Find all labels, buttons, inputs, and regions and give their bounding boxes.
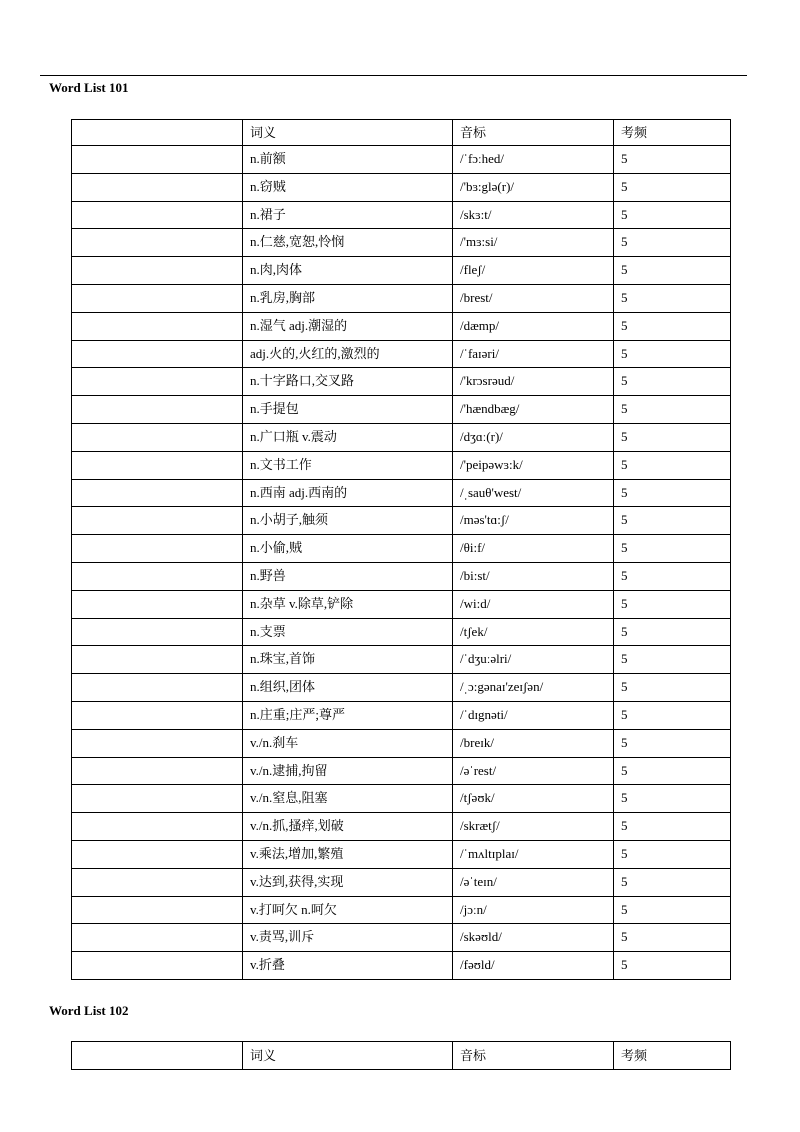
row-index-cell bbox=[72, 423, 243, 451]
row-index-cell bbox=[72, 924, 243, 952]
meaning-cell: v./n.逮捕,拘留 bbox=[243, 757, 453, 785]
header-col-empty bbox=[72, 1042, 243, 1070]
table-row bbox=[72, 785, 731, 813]
row-index-cell bbox=[72, 312, 243, 340]
frequency-cell: 5 bbox=[614, 729, 731, 757]
meaning-cell: n.手提包 bbox=[243, 396, 453, 424]
row-index-cell bbox=[72, 229, 243, 257]
frequency-cell: 5 bbox=[614, 368, 731, 396]
meaning-cell: n.肉,肉体 bbox=[243, 257, 453, 285]
phonetic-cell: /ˌsauθ'west/ bbox=[453, 479, 614, 507]
row-index-cell bbox=[72, 868, 243, 896]
row-index-cell bbox=[72, 451, 243, 479]
word-list-101-table bbox=[71, 119, 731, 980]
phonetic-cell: /fəʊld/ bbox=[453, 952, 614, 980]
phonetic-cell: /ˈdɪgnəti/ bbox=[453, 701, 614, 729]
meaning-cell: n.文书工作 bbox=[243, 451, 453, 479]
meaning-cell: n.裙子 bbox=[243, 201, 453, 229]
table-row bbox=[72, 423, 731, 451]
frequency-cell: 5 bbox=[614, 312, 731, 340]
table-row bbox=[72, 896, 731, 924]
phonetic-cell: /ˈmʌltɪplaɪ/ bbox=[453, 840, 614, 868]
frequency-cell: 5 bbox=[614, 507, 731, 535]
frequency-cell: 5 bbox=[614, 423, 731, 451]
row-index-cell bbox=[72, 757, 243, 785]
meaning-cell: n.小偷,贼 bbox=[243, 535, 453, 563]
row-index-cell bbox=[72, 173, 243, 201]
header-phonetic: 音标 bbox=[453, 120, 614, 146]
top-rule bbox=[40, 75, 747, 76]
row-index-cell bbox=[72, 701, 243, 729]
phonetic-cell: /'peipəwɜ:k/ bbox=[453, 451, 614, 479]
header-col-empty bbox=[72, 120, 243, 146]
header-frequency: 考频 bbox=[614, 1042, 731, 1070]
table-row bbox=[72, 562, 731, 590]
frequency-cell: 5 bbox=[614, 896, 731, 924]
row-index-cell bbox=[72, 284, 243, 312]
frequency-cell: 5 bbox=[614, 229, 731, 257]
meaning-cell: v./n.刹车 bbox=[243, 729, 453, 757]
row-index-cell bbox=[72, 535, 243, 563]
row-index-cell bbox=[72, 618, 243, 646]
phonetic-cell: /ˈfɔːhed/ bbox=[453, 146, 614, 174]
table-row bbox=[72, 451, 731, 479]
frequency-cell: 5 bbox=[614, 257, 731, 285]
row-index-cell bbox=[72, 201, 243, 229]
phonetic-cell: /əˈteɪn/ bbox=[453, 868, 614, 896]
meaning-cell: n.湿气 adj.潮湿的 bbox=[243, 312, 453, 340]
frequency-cell: 5 bbox=[614, 201, 731, 229]
table-row bbox=[72, 952, 731, 980]
row-index-cell bbox=[72, 952, 243, 980]
meaning-cell: v.乘法,增加,繁殖 bbox=[243, 840, 453, 868]
meaning-cell: n.小胡子,触须 bbox=[243, 507, 453, 535]
phonetic-cell: /dʒɑː(r)/ bbox=[453, 423, 614, 451]
meaning-cell: n.十字路口,交叉路 bbox=[243, 368, 453, 396]
phonetic-cell: /skrætʃ/ bbox=[453, 813, 614, 841]
phonetic-cell: /jɔːn/ bbox=[453, 896, 614, 924]
meaning-cell: v.达到,获得,实现 bbox=[243, 868, 453, 896]
phonetic-cell: /brest/ bbox=[453, 284, 614, 312]
table-row bbox=[72, 840, 731, 868]
row-index-cell bbox=[72, 562, 243, 590]
phonetic-cell: /bi:st/ bbox=[453, 562, 614, 590]
table-row bbox=[72, 813, 731, 841]
table-row bbox=[72, 729, 731, 757]
header-meaning: 词义 bbox=[243, 120, 453, 146]
table-row bbox=[72, 312, 731, 340]
table-row bbox=[72, 535, 731, 563]
frequency-cell: 5 bbox=[614, 813, 731, 841]
meaning-cell: n.窃贼 bbox=[243, 173, 453, 201]
row-index-cell bbox=[72, 785, 243, 813]
phonetic-cell: /wi:d/ bbox=[453, 590, 614, 618]
meaning-cell: adj.火的,火红的,激烈的 bbox=[243, 340, 453, 368]
row-index-cell bbox=[72, 368, 243, 396]
table-row bbox=[72, 590, 731, 618]
table-row bbox=[72, 618, 731, 646]
table-header-row bbox=[72, 1042, 731, 1070]
table-row bbox=[72, 257, 731, 285]
table-row bbox=[72, 396, 731, 424]
table-row bbox=[72, 340, 731, 368]
phonetic-cell: /tʃəʊk/ bbox=[453, 785, 614, 813]
phonetic-cell: /'hændbæg/ bbox=[453, 396, 614, 424]
meaning-cell: n.广口瓶 v.震动 bbox=[243, 423, 453, 451]
row-index-cell bbox=[72, 729, 243, 757]
meaning-cell: n.庄重;庄严;尊严 bbox=[243, 701, 453, 729]
row-index-cell bbox=[72, 813, 243, 841]
row-index-cell bbox=[72, 257, 243, 285]
frequency-cell: 5 bbox=[614, 952, 731, 980]
frequency-cell: 5 bbox=[614, 840, 731, 868]
meaning-cell: n.组织,团体 bbox=[243, 674, 453, 702]
table-row bbox=[72, 368, 731, 396]
phonetic-cell: /ˈfaɪəri/ bbox=[453, 340, 614, 368]
frequency-cell: 5 bbox=[614, 868, 731, 896]
phonetic-cell: /fleʃ/ bbox=[453, 257, 614, 285]
row-index-cell bbox=[72, 840, 243, 868]
frequency-cell: 5 bbox=[614, 173, 731, 201]
word-list-102-table bbox=[71, 1041, 731, 1070]
meaning-cell: n.西南 adj.西南的 bbox=[243, 479, 453, 507]
phonetic-cell: /skəʊld/ bbox=[453, 924, 614, 952]
row-index-cell bbox=[72, 590, 243, 618]
phonetic-cell: /'bɜ:glə(r)/ bbox=[453, 173, 614, 201]
frequency-cell: 5 bbox=[614, 284, 731, 312]
table-row bbox=[72, 646, 731, 674]
table-row bbox=[72, 701, 731, 729]
row-index-cell bbox=[72, 146, 243, 174]
frequency-cell: 5 bbox=[614, 340, 731, 368]
meaning-cell: n.乳房,胸部 bbox=[243, 284, 453, 312]
table-row bbox=[72, 868, 731, 896]
meaning-cell: n.珠宝,首饰 bbox=[243, 646, 453, 674]
frequency-cell: 5 bbox=[614, 590, 731, 618]
phonetic-cell: /tʃek/ bbox=[453, 618, 614, 646]
row-index-cell bbox=[72, 646, 243, 674]
meaning-cell: n.仁慈,宽恕,怜悯 bbox=[243, 229, 453, 257]
table-row bbox=[72, 201, 731, 229]
frequency-cell: 5 bbox=[614, 479, 731, 507]
meaning-cell: v./n.抓,搔痒,划破 bbox=[243, 813, 453, 841]
meaning-cell: v.折叠 bbox=[243, 952, 453, 980]
frequency-cell: 5 bbox=[614, 674, 731, 702]
meaning-cell: n.杂草 v.除草,铲除 bbox=[243, 590, 453, 618]
phonetic-cell: /məs'tɑ:ʃ/ bbox=[453, 507, 614, 535]
row-index-cell bbox=[72, 396, 243, 424]
frequency-cell: 5 bbox=[614, 451, 731, 479]
meaning-cell: v./n.窒息,阻塞 bbox=[243, 785, 453, 813]
row-index-cell bbox=[72, 896, 243, 924]
meaning-cell: v.打呵欠 n.呵欠 bbox=[243, 896, 453, 924]
word-list-102-title: Word List 102 bbox=[49, 1003, 129, 1018]
word-list-101-title: Word List 101 bbox=[49, 80, 129, 95]
header-meaning: 词义 bbox=[243, 1042, 453, 1070]
meaning-cell: v.责骂,训斥 bbox=[243, 924, 453, 952]
frequency-cell: 5 bbox=[614, 785, 731, 813]
table-row bbox=[72, 479, 731, 507]
frequency-cell: 5 bbox=[614, 924, 731, 952]
header-phonetic: 音标 bbox=[453, 1042, 614, 1070]
phonetic-cell: /ˈdʒuːəlri/ bbox=[453, 646, 614, 674]
table-row bbox=[72, 507, 731, 535]
frequency-cell: 5 bbox=[614, 535, 731, 563]
frequency-cell: 5 bbox=[614, 146, 731, 174]
table-row bbox=[72, 757, 731, 785]
frequency-cell: 5 bbox=[614, 618, 731, 646]
table-header-row bbox=[72, 120, 731, 146]
table-row bbox=[72, 284, 731, 312]
meaning-cell: n.支票 bbox=[243, 618, 453, 646]
meaning-cell: n.野兽 bbox=[243, 562, 453, 590]
phonetic-cell: /ˌɔ:gənaɪ'zeɪʃən/ bbox=[453, 674, 614, 702]
frequency-cell: 5 bbox=[614, 757, 731, 785]
frequency-cell: 5 bbox=[614, 396, 731, 424]
table-row bbox=[72, 173, 731, 201]
row-index-cell bbox=[72, 340, 243, 368]
table-row bbox=[72, 924, 731, 952]
table-row bbox=[72, 229, 731, 257]
table-row bbox=[72, 146, 731, 174]
phonetic-cell: /dæmp/ bbox=[453, 312, 614, 340]
frequency-cell: 5 bbox=[614, 646, 731, 674]
phonetic-cell: /əˈrest/ bbox=[453, 757, 614, 785]
row-index-cell bbox=[72, 479, 243, 507]
row-index-cell bbox=[72, 507, 243, 535]
meaning-cell: n.前额 bbox=[243, 146, 453, 174]
phonetic-cell: /'krɔsrəud/ bbox=[453, 368, 614, 396]
header-frequency: 考频 bbox=[614, 120, 731, 146]
frequency-cell: 5 bbox=[614, 701, 731, 729]
table-row bbox=[72, 674, 731, 702]
phonetic-cell: /'mɜ:si/ bbox=[453, 229, 614, 257]
phonetic-cell: /breɪk/ bbox=[453, 729, 614, 757]
phonetic-cell: /θi:f/ bbox=[453, 535, 614, 563]
row-index-cell bbox=[72, 674, 243, 702]
frequency-cell: 5 bbox=[614, 562, 731, 590]
phonetic-cell: /skɜ:t/ bbox=[453, 201, 614, 229]
